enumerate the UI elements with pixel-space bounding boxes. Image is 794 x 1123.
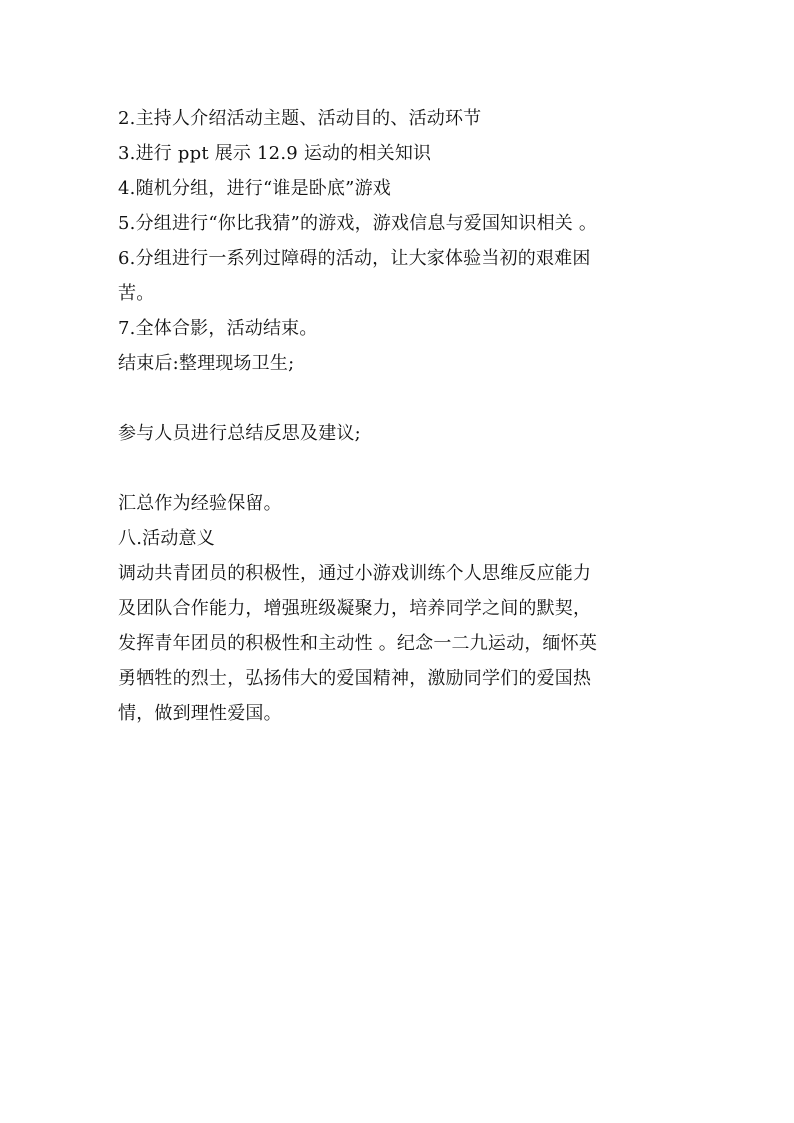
step-5-line: 5.分组进行“你比我猜”的游戏，游戏信息与爱国知识相关 。: [118, 213, 598, 234]
significance-line-5: 情，做到理性爱国。: [118, 703, 282, 724]
step-3-line: 3.进行 ppt 展示 12.9 运动的相关知识: [118, 143, 432, 164]
significance-line-4: 勇牺牲的烈士，弘扬伟大的爱国精神，激励同学们的爱国热: [118, 668, 592, 689]
summary-line: 汇总作为经验保留。: [118, 493, 282, 514]
step-2-line: 2.主持人介绍活动主题、活动目的、活动环节: [118, 108, 482, 129]
paragraph-gap: [118, 381, 698, 416]
document-body: [118, 101, 698, 731]
step-6-line-continued: 苦。: [118, 283, 155, 304]
section-heading-significance: 八.活动意义: [118, 528, 215, 549]
step-7-line: 7.全体合影，活动结束。: [118, 318, 318, 339]
significance-line-1: 调动共青团员的积极性，通过小游戏训练个人思维反应能力: [118, 563, 592, 584]
paragraph-gap: [118, 451, 698, 486]
step-6-line: 6.分组进行一系列过障碍的活动，让大家体验当初的艰难困: [118, 248, 591, 269]
reflection-line: 参与人员进行总结反思及建议;: [118, 423, 361, 444]
step-4-line: 4.随机分组，进行“谁是卧底”游戏: [118, 178, 391, 199]
significance-line-2: 及团队合作能力，增强班级凝聚力，培养同学之间的默契，: [118, 598, 592, 619]
significance-line-3: 发挥青年团员的积极性和主动性 。纪念一二九运动，缅怀英: [118, 633, 598, 654]
after-event-line: 结束后:整理现场卫生;: [118, 353, 295, 374]
